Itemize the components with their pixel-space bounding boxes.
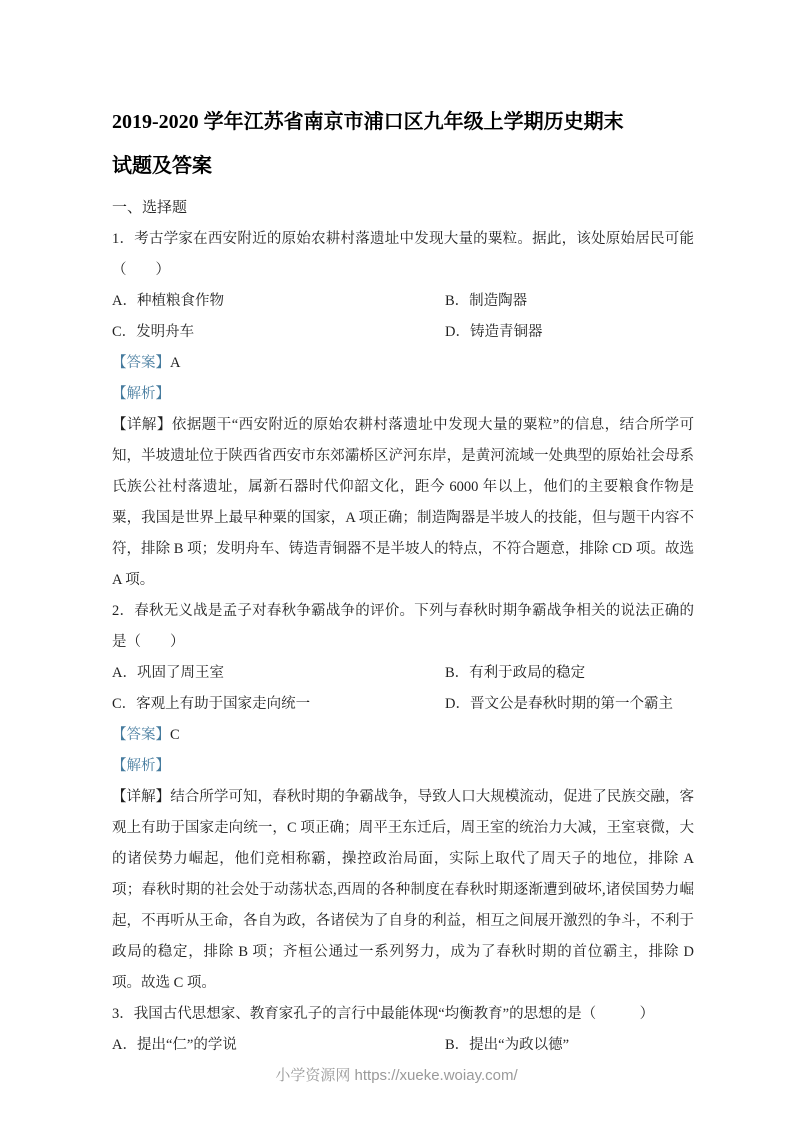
question-2-option-b: B．有利于政局的稳定 [445,665,586,681]
section-heading: 一、选择题 [112,200,188,216]
question-2-answer-line [112,720,694,751]
question-2-option-d: D．晋文公是春秋时期的第一个霸主 [445,696,673,712]
analysis-label: 【解析】 [112,386,170,402]
document-title-line-2: 试题及答案 [112,155,212,177]
question-2-detail: 【详解】结合所学可知，春秋时期的争霸战争，导致人口大规模流动，促进了民族交融，客观上有助于国家走向统一，C 项正确；周平王东迁后，周王室的统治力大减，王室衰微，大的诸侯势力崛起，他们竞相称霸，操控政治局面，实际上取代了周天子的地位，排除 A 项；春秋时期的社会处于动荡状态,西周的各种制度在春秋时期逐渐遭到破坏,诸侯国势力崛起，不再听从王命，各自为政，各诸侯为了自身的利益，相互之间展开激烈的争斗，不利于政局的稳定，排除 B 项；齐桓公通过一系列努力，成为了春秋时期的首位霸主，排除 D 项。故选 C 项。 [112,789,694,991]
question-1-answer-value: A [170,355,181,371]
question-1-answer-line [112,348,694,379]
question-3-option-b: B．提出“为政以德” [445,1037,570,1053]
question-block-2 [112,596,694,999]
question-1-option-a: A．种植粮食作物 [112,293,224,309]
document-content [112,100,694,1061]
question-2-stem: 2．春秋无义战是孟子对春秋争霸战争的评价。下列与春秋时期争霸战争相关的说法正确的是（ ） [112,603,694,650]
question-1-option-d: D．铸造青铜器 [445,324,543,340]
question-2-option-c: C．客观上有助于国家走向统一 [112,696,311,712]
question-block-1 [112,224,694,596]
question-1-analysis-line [112,379,694,410]
question-3-options-row-1 [112,1030,694,1061]
question-2-options-row-2 [112,689,694,720]
question-1-option-b: B．制造陶器 [445,293,528,309]
analysis-label: 【解析】 [112,758,170,774]
question-1-stem: 1．考古学家在西安附近的原始农耕村落遗址中发现大量的粟粒。据此，该处原始居民可能（ ） [112,231,694,278]
question-1-options-row-2 [112,317,694,348]
answer-label: 【答案】 [112,727,170,743]
document-title-line-1: 2019-2020 学年江苏省南京市浦口区九年级上学期历史期末 [112,111,624,133]
question-3-stem: 3．我国古代思想家、教育家孔子的言行中最能体现“均衡教育”的思想的是（ ） [112,1006,655,1022]
question-2-option-a: A．巩固了周王室 [112,665,224,681]
footer-site-link[interactable]: 小学资源网 https://xueke.woiay.com/ [275,1067,518,1084]
question-1-detail: 【详解】依据题干“西安附近的原始农耕村落遗址中发现大量的粟粒”的信息，结合所学可知，半坡遗址位于陕西省西安市东郊灞桥区浐河东岸，是黄河流域一处典型的原始社会母系氏族公社村落遗址，属新石器时代仰韶文化，距今 6000 年以上，他们的主要粮食作物是粟，我国是世界上最早种粟的国家，A 项正确；制造陶器是半坡人的技能，但与题干内容不符，排除 B 项；发明舟车、铸造青铜器不是半坡人的特点，不符合题意，排除 CD 项。故选 A 项。 [112,417,694,588]
question-block-3 [112,999,694,1061]
document-title [112,100,694,188]
question-1-option-c: C．发明舟车 [112,324,195,340]
question-2-options-row-1 [112,658,694,689]
question-2-analysis-line [112,751,694,782]
question-1-options-row-1 [112,286,694,317]
question-2-answer-value: C [170,727,180,743]
question-3-option-a: A．提出“仁”的学说 [112,1037,237,1053]
answer-label: 【答案】 [112,355,170,371]
